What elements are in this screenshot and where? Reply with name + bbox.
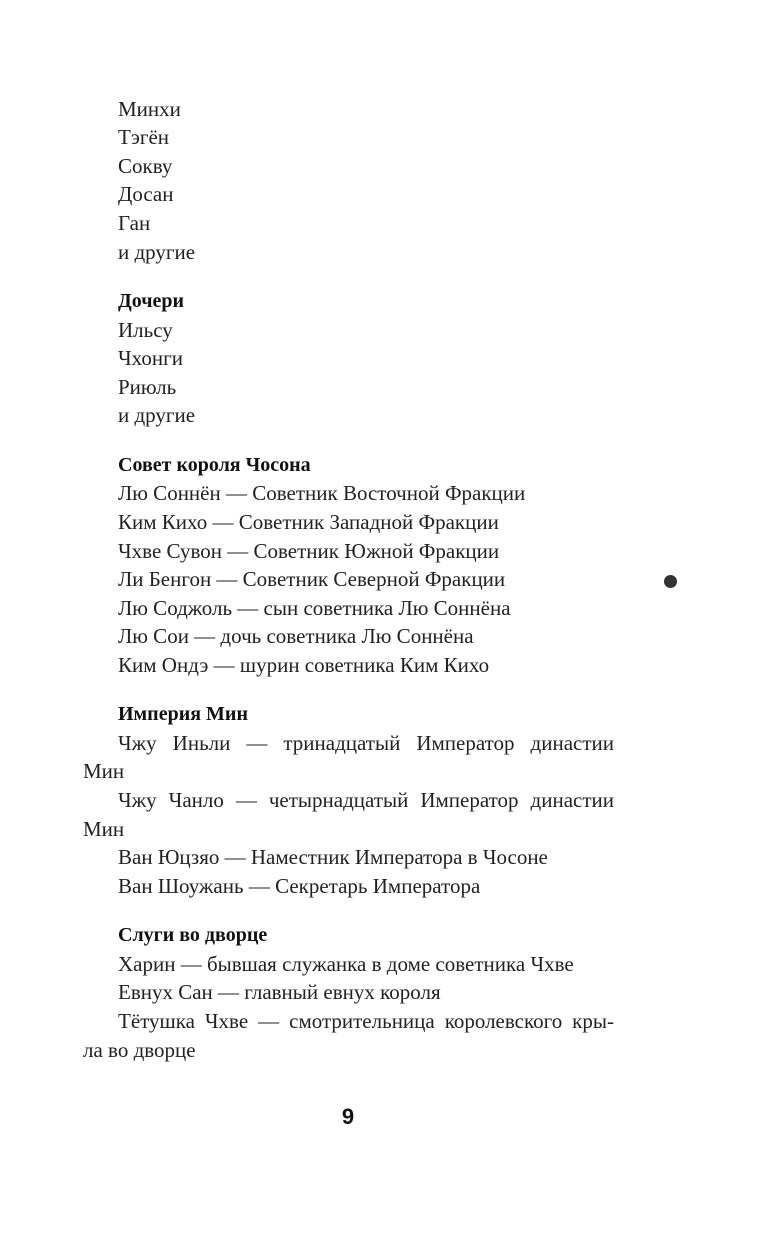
list-item-continuation: Мин	[83, 759, 125, 783]
list-item: Тэгён	[118, 125, 170, 149]
list-item: Ван Юцзяо — Наместник Императора в Чосоне	[118, 845, 548, 869]
page-number: 9	[341, 1104, 355, 1129]
list-item: и другие	[118, 240, 196, 264]
list-item: Ильсу	[118, 318, 173, 342]
list-item: Тётушка Чхве — смотрительница королевского кры-	[118, 1009, 614, 1033]
list-item: Лю Соннён — Советник Восточной Фракции	[118, 481, 526, 505]
list-item: Чжу Чанло — четырнадцатый Император династии	[118, 788, 614, 812]
list-item: Чжу Иньли — тринадцатый Император династии	[118, 731, 614, 755]
list-item: Ван Шоужань — Секретарь Императора	[118, 874, 481, 898]
list-item: и другие	[118, 403, 196, 427]
list-item: Лю Соджоль — сын советника Лю Соннёна	[118, 596, 511, 620]
section-heading-daughters: Дочери	[118, 290, 185, 312]
section-heading-ming: Империя Мин	[118, 703, 248, 725]
section-heading-council: Совет короля Чосона	[118, 454, 311, 476]
list-item: Ким Ондэ — шурин советника Ким Кихо	[118, 653, 490, 677]
list-item-continuation: Мин	[83, 817, 125, 841]
margin-dot-mark	[664, 575, 677, 588]
section-heading-servants: Слуги во дворце	[118, 924, 268, 946]
list-item: Лю Сои — дочь советника Лю Соннёна	[118, 624, 474, 648]
list-item: Ли Бенгон — Советник Северной Фракции	[118, 567, 506, 591]
list-item: Ким Кихо — Советник Западной Фракции	[118, 510, 499, 534]
list-item: Евнух Сан — главный евнух короля	[118, 980, 441, 1004]
list-item: Чхве Сувон — Советник Южной Фракции	[118, 539, 500, 563]
list-item-continuation: ла во дворце	[83, 1038, 196, 1062]
list-item: Ган	[118, 211, 151, 235]
list-item: Чхонги	[118, 346, 183, 370]
list-item: Досан	[118, 182, 174, 206]
list-item: Сокву	[118, 154, 173, 178]
list-item: Харин — бывшая служанка в доме советника Чхве	[118, 952, 574, 976]
list-item: Минхи	[118, 97, 181, 121]
list-item: Риюль	[118, 375, 177, 399]
